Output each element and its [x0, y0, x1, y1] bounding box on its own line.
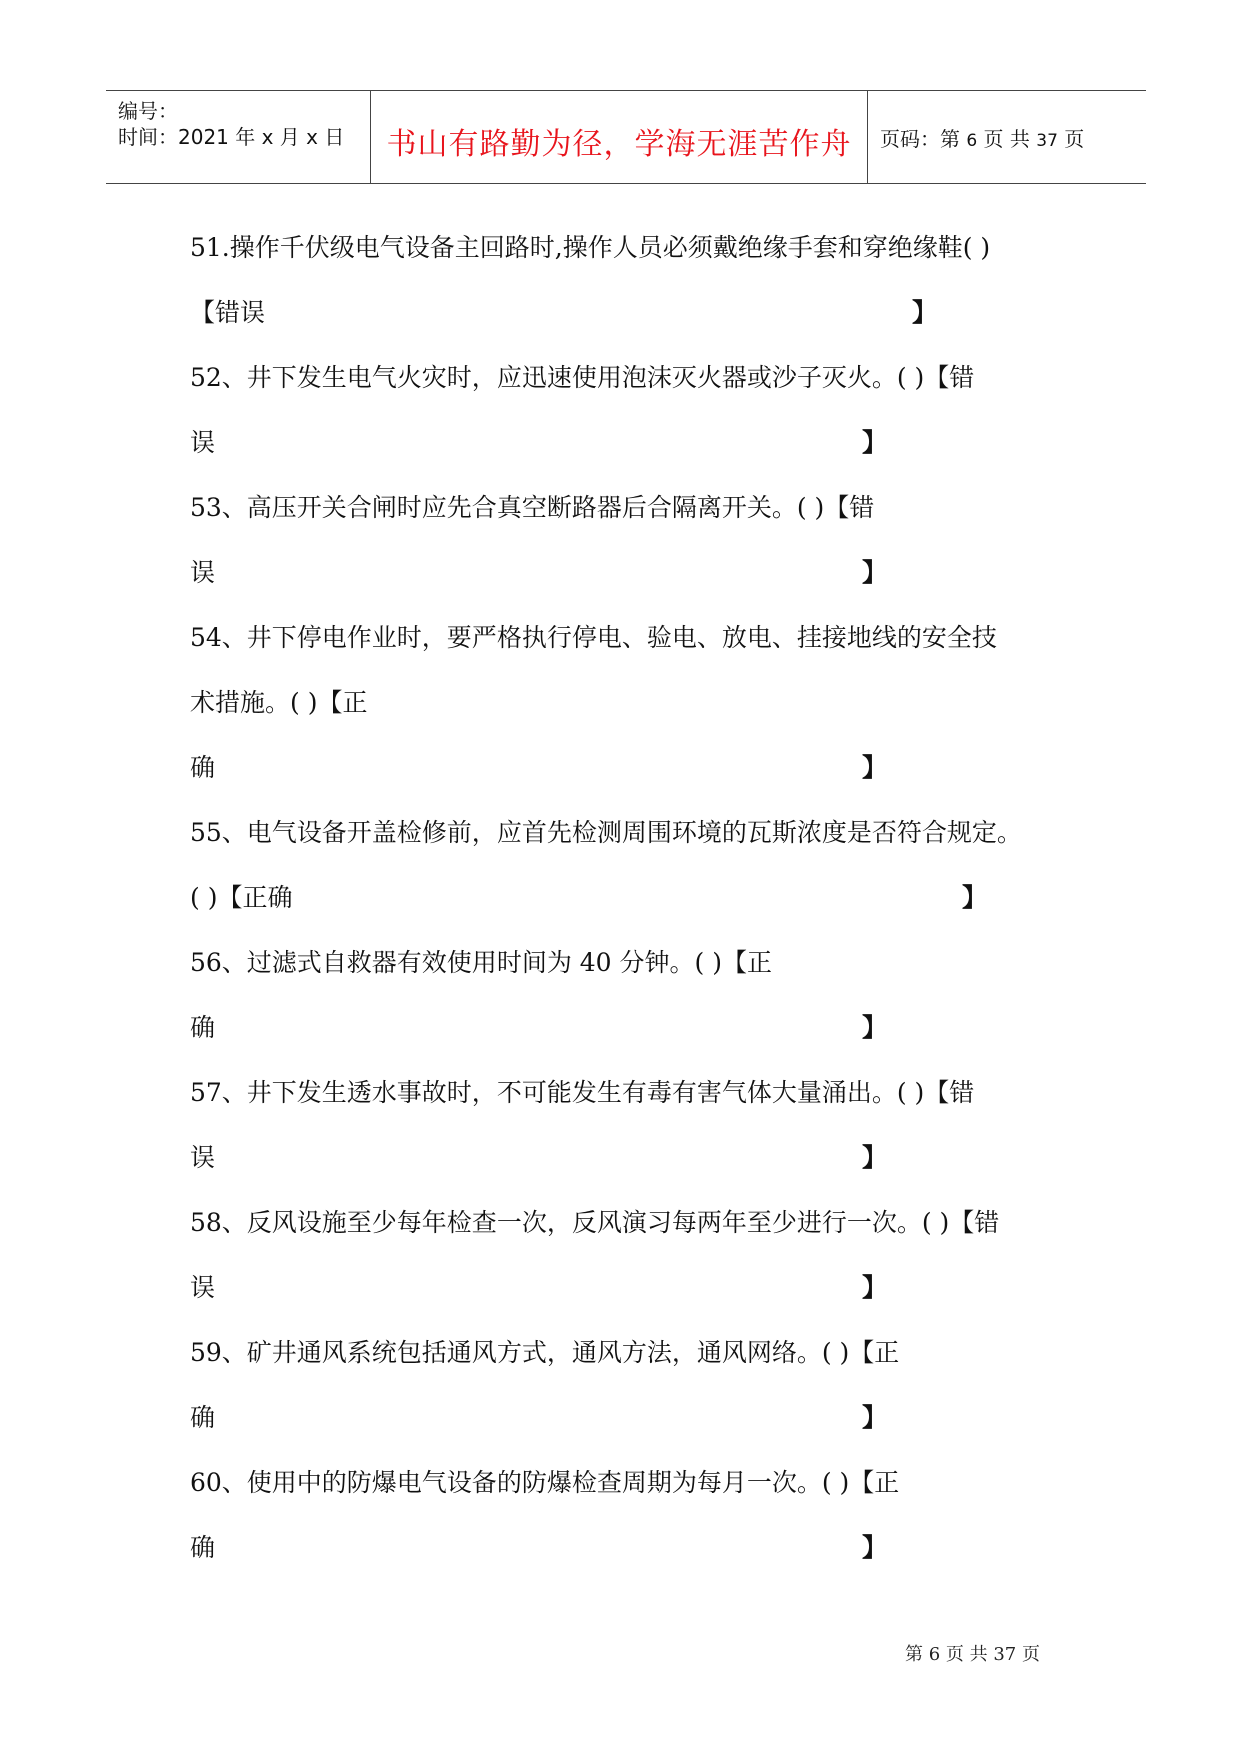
- page-prefix: 页码：第: [880, 127, 960, 151]
- document-number-label: 编号：: [118, 99, 178, 123]
- question-56-close-bracket: 】: [862, 1013, 888, 1042]
- question-54-text-cont: 术措施。( )【正: [190, 688, 368, 717]
- page-mid: 页 共: [983, 127, 1030, 151]
- question-51-text: 51.操作千伏级电气设备主回路时,操作人员必须戴绝缘手套和穿绝缘鞋( ): [190, 233, 991, 262]
- header-meta-cell: [106, 91, 370, 183]
- question-55-answer: ( )【正确: [190, 883, 293, 912]
- page-number: 6: [966, 131, 978, 151]
- question-53-close-bracket: 】: [862, 558, 888, 587]
- page-footer: 第 6 页 共 37 页: [905, 1644, 1040, 1665]
- question-60-close-bracket: 】: [862, 1533, 888, 1562]
- question-57-text: 57、井下发生透水事故时，不可能发生有毒有害气体大量涌出。( )【错: [190, 1078, 975, 1107]
- question-55-text: 55、电气设备开盖检修前，应首先检测周围环境的瓦斯浓度是否符合规定。: [190, 818, 1022, 847]
- document-time-label: 时间：2021 年 x 月 x 日: [118, 125, 345, 149]
- question-54-text: 54、井下停电作业时，要严格执行停电、验电、放电、挂接地线的安全技: [190, 623, 997, 652]
- question-53-text: 53、高压开关合闸时应先合真空断路器后合隔离开关。( )【错: [190, 493, 875, 522]
- question-60-text: 60、使用中的防爆电气设备的防爆检查周期为每月一次。( )【正: [190, 1468, 900, 1497]
- question-59-close-bracket: 】: [862, 1403, 888, 1432]
- question-59-text: 59、矿井通风系统包括通风方式，通风方法，通风网络。( )【正: [190, 1338, 900, 1367]
- header-page-info: [880, 123, 1084, 152]
- page-suffix: 页: [1064, 127, 1085, 151]
- page-header: [106, 90, 1146, 184]
- question-57-answer: 误: [190, 1143, 216, 1172]
- question-59-answer: 确: [190, 1403, 216, 1432]
- header-motto-cell: [370, 91, 868, 183]
- question-52-close-bracket: 】: [862, 428, 888, 457]
- page-total: 37: [1036, 131, 1058, 151]
- question-60-answer: 确: [190, 1533, 216, 1562]
- question-56-text: 56、过滤式自救器有效使用时间为 40 分钟。( )【正: [190, 948, 772, 977]
- question-58-close-bracket: 】: [862, 1273, 888, 1302]
- question-52-text: 52、井下发生电气火灾时，应迅速使用泡沫灭火器或沙子灭火。( )【错: [190, 363, 975, 392]
- header-motto: 书山有路勤为径，学海无涯苦作舟: [386, 127, 852, 162]
- question-54-close-bracket: 】: [862, 753, 888, 782]
- question-51-answer: 【错误: [190, 298, 266, 327]
- question-56-answer: 确: [190, 1013, 216, 1042]
- question-57-close-bracket: 】: [862, 1143, 888, 1172]
- question-54-answer: 确: [190, 753, 216, 782]
- question-52-answer: 误: [190, 428, 216, 457]
- question-55-close-bracket: 】: [962, 883, 988, 912]
- question-58-answer: 误: [190, 1273, 216, 1302]
- question-53-answer: 误: [190, 558, 216, 587]
- header-page-cell: [868, 91, 1146, 183]
- question-58-text: 58、反风设施至少每年检查一次，反风演习每两年至少进行一次。( )【错: [190, 1208, 1000, 1237]
- question-51-close-bracket: 】: [912, 298, 938, 327]
